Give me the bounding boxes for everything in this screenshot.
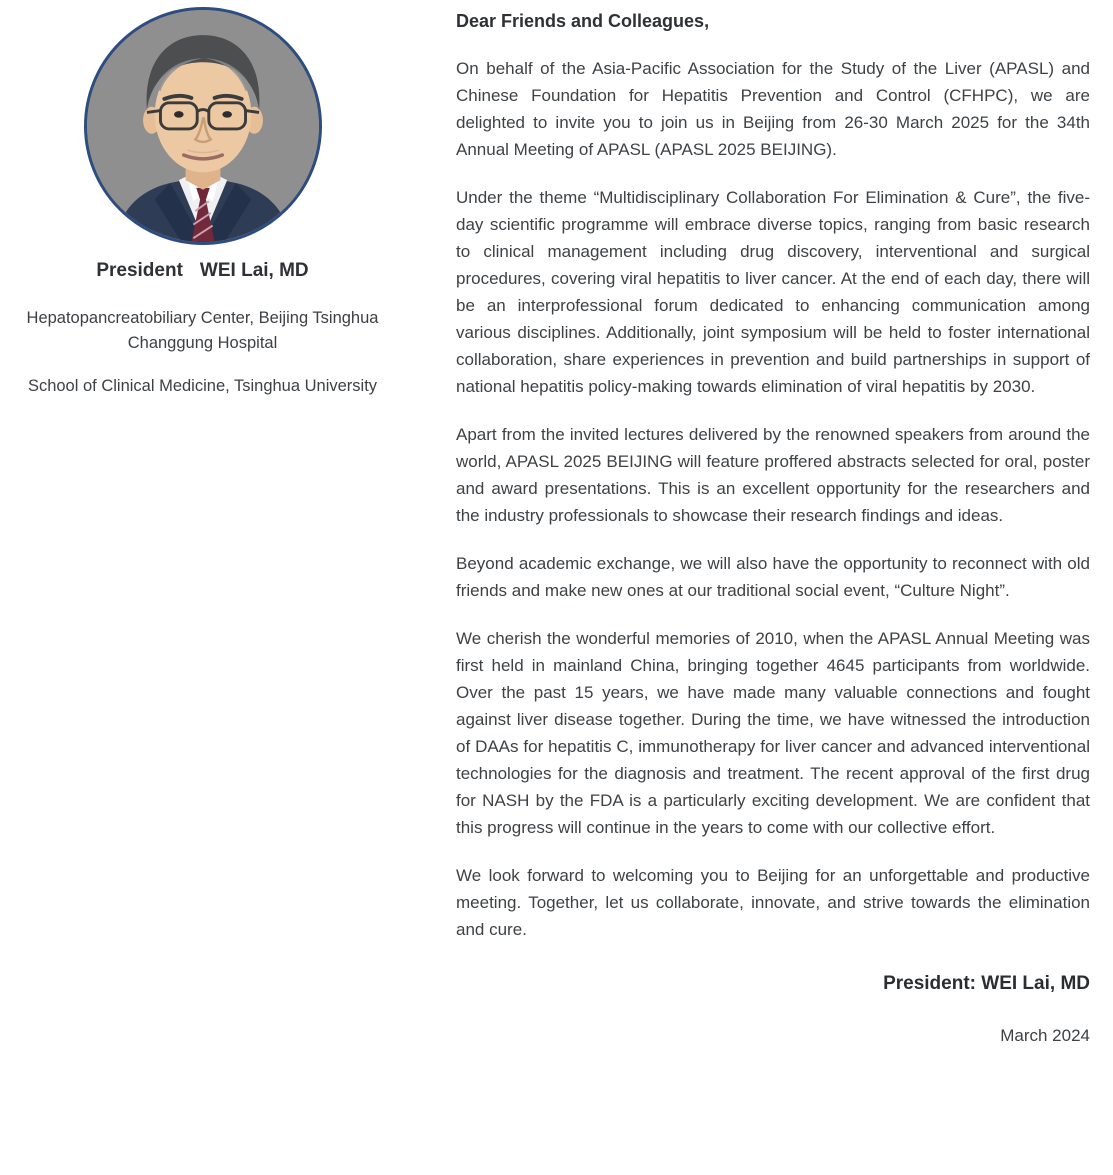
president-profile-column (0, 0, 405, 399)
president-role-label: President (96, 260, 183, 281)
president-title (0, 258, 405, 284)
portrait-illustration (87, 10, 319, 242)
welcome-letter-body (405, 0, 1113, 1078)
eye (174, 111, 184, 118)
letter-paragraph-5: We cherish the wonderful memories of 2010, when the APASL Annual Meeting was first held in mainland China, bringing together 4645 participants from worldwide. Over the past 15 years, we have made many valuable connections and fought against liver disease together. During the time, we have witnessed the introduction of DAAs for hepatitis C, immunotherapy for liver cancer and advanced interventional technologies for the diagnosis and treatment. The recent approval of the first drug for NASH by the FDA is a particularly exciting development. We are confident that this progress will continue in the years to come with our collective effort. (456, 629, 1090, 837)
president-photo (84, 7, 322, 245)
letter-date: March 2024 (1000, 1026, 1090, 1045)
letter-paragraph-6: We look forward to welcoming you to Beijing for an unforgettable and productive meeting. Together, let us collaborate, innovate, and strive towards the elimination and cure. (456, 866, 1090, 939)
affiliation-hospital: Hepatopancreatobiliary Center, Beijing Tsinghua Changgung Hospital (26, 309, 379, 352)
letter-salutation: Dear Friends and Colleagues, (456, 11, 710, 31)
president-name: WEI Lai, MD (199, 260, 309, 281)
letter-paragraph-4: Beyond academic exchange, we will also have the opportunity to reconnect with old friends and make new ones at our traditional social event, “Culture Night”. (456, 554, 1090, 600)
eye (222, 111, 232, 118)
letter-paragraph-2: Under the theme “Multidisciplinary Collaboration For Elimination & Cure”, the five-day scientific programme will embrace diverse topics, ranging from basic research to clinical management including drug discovery, interventional and surgical procedures, covering viral hepatitis to liver cancer. At the end of each day, there will be an interprofessional forum dedicated to enhancing communication among various disciplines. Additionally, joint symposium will be held to foster international collaboration, share experiences in prevention and build partnerships in support of national hepatitis policy-making towards elimination of viral hepatitis by 2030. (456, 188, 1090, 396)
affiliation-university: School of Clinical Medicine, Tsinghua University (27, 377, 378, 395)
letter-paragraph-3: Apart from the invited lectures delivered by the renowned speakers from around the world, APASL 2025 BEIJING will feature proffered abstracts selected for oral, poster and award presentations. This is an excellent opportunity for the researchers and the industry professionals to showcase their research findings and ideas. (456, 425, 1090, 525)
letter-paragraph-1: On behalf of the Asia-Pacific Association for the Study of the Liver (APASL) and Chinese Foundation for Hepatitis Prevention and Control (CFHPC), we are delighted to invite you to join us in Beijing from 26-30 March 2025 for the 34th Annual Meeting of APASL (APASL 2025 BEIJING). (456, 59, 1090, 159)
letter-signature: President: WEI Lai, MD (883, 973, 1090, 994)
